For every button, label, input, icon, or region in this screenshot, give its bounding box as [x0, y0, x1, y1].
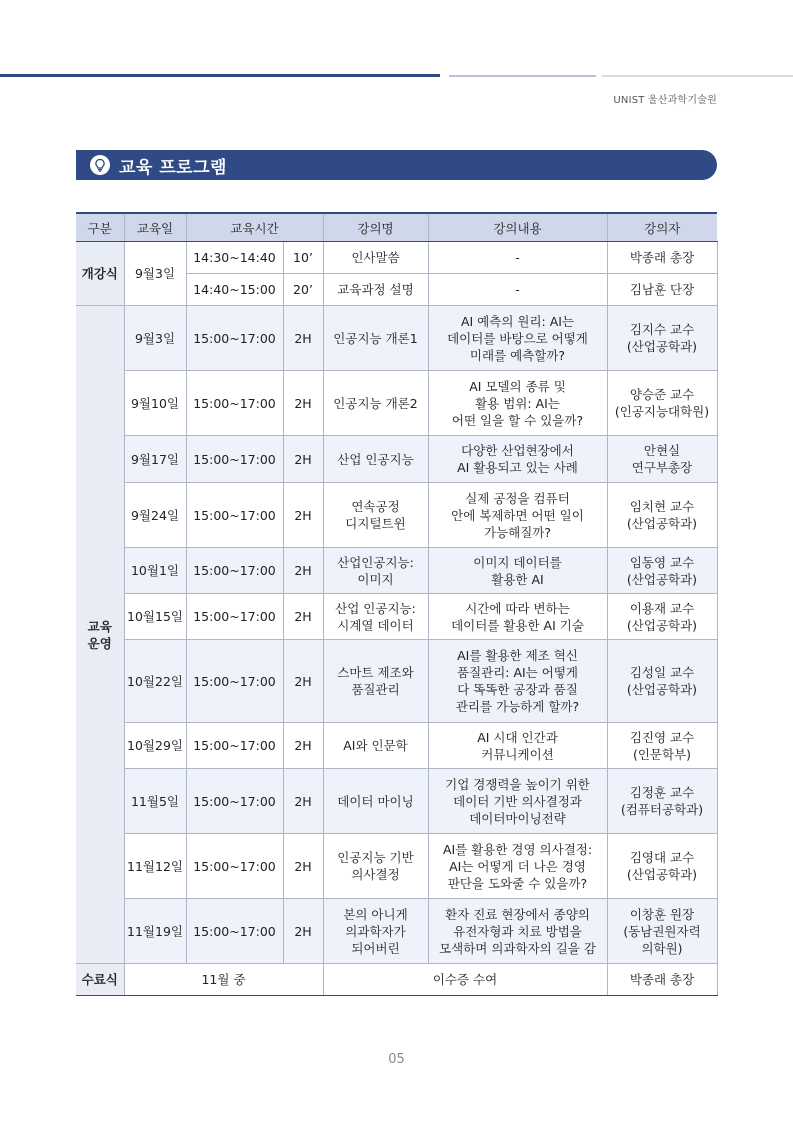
date: 10월1일: [124, 548, 186, 594]
table-row: [76, 371, 717, 436]
lecturer: 안현실 연구부총장: [607, 436, 717, 483]
header-time: 교육시간: [186, 213, 323, 242]
lecture-content: 다양한 산업현장에서 AI 활용되고 있는 사례: [428, 436, 607, 483]
lecture-title: 연속공정 디지털트윈: [323, 483, 428, 548]
table-row: [76, 964, 717, 996]
lecturer: 김정훈 교수 (컴퓨터공학과): [607, 769, 717, 834]
time: 15:00~17:00: [186, 834, 283, 899]
lecture-content: AI를 활용한 경영 의사결정: AI는 어떻게 더 나은 경영 판단을 도와줄 수 있을까?: [428, 834, 607, 899]
lecture-title: AI와 인문학: [323, 723, 428, 769]
date: 10월22일: [124, 640, 186, 723]
lecturer: 이용재 교수 (산업공학과): [607, 594, 717, 640]
time: 15:00~17:00: [186, 594, 283, 640]
table-row: [76, 769, 717, 834]
lecture-content: AI를 활용한 제조 혁신 품질관리: AI는 어떻게 다 똑똑한 공장과 품질 관리를 가능하게 할까?: [428, 640, 607, 723]
opening-date: 9월3일: [124, 242, 186, 306]
time: 15:00~17:00: [186, 436, 283, 483]
time: 15:00~17:00: [186, 483, 283, 548]
time: 15:00~17:00: [186, 306, 283, 371]
lecture-content: -: [428, 274, 607, 306]
lecture-content: 시간에 따라 변하는 데이터를 활용한 AI 기술: [428, 594, 607, 640]
duration: 2H: [283, 834, 323, 899]
table-row: [76, 242, 717, 274]
duration: 2H: [283, 769, 323, 834]
duration: 2H: [283, 594, 323, 640]
header-rule-primary: [0, 74, 440, 77]
time: 15:00~17:00: [186, 371, 283, 436]
duration: 2H: [283, 899, 323, 964]
lecturer: 박종래 총장: [607, 964, 717, 996]
lecturer: 김진영 교수 (인문학부): [607, 723, 717, 769]
lecture-title: 산업 인공지능: 시계열 데이터: [323, 594, 428, 640]
lecturer: 양승준 교수 (인공지능대학원): [607, 371, 717, 436]
duration: 2H: [283, 548, 323, 594]
group-closing: 수료식: [76, 964, 124, 996]
lecture-title: 산업인공지능: 이미지: [323, 548, 428, 594]
lecture-content: AI 예측의 원리: AI는 데이터를 바탕으로 어떻게 미래를 예측할까?: [428, 306, 607, 371]
table-row: [76, 723, 717, 769]
lecturer: 김영대 교수 (산업공학과): [607, 834, 717, 899]
group-operation: [76, 306, 124, 964]
time: 15:00~17:00: [186, 769, 283, 834]
lecture-title: 산업 인공지능: [323, 436, 428, 483]
date: 11월12일: [124, 834, 186, 899]
header-title: 강의명: [323, 213, 428, 242]
section-title: 교육 프로그램: [119, 157, 227, 178]
time: 15:00~17:00: [186, 899, 283, 964]
lecture-title: 스마트 제조와 품질관리: [323, 640, 428, 723]
group-operation-line1: 교육: [87, 618, 112, 634]
date: 11월5일: [124, 769, 186, 834]
date: 9월17일: [124, 436, 186, 483]
time: 14:30~14:40: [186, 242, 283, 274]
lecturer: 김남훈 단장: [607, 274, 717, 306]
date: 10월15일: [124, 594, 186, 640]
lecture-content: 이미지 데이터를 활용한 AI: [428, 548, 607, 594]
duration: 2H: [283, 371, 323, 436]
time: 15:00~17:00: [186, 640, 283, 723]
duration: 2H: [283, 483, 323, 548]
group-opening: 개강식: [76, 242, 124, 306]
duration: 2H: [283, 306, 323, 371]
lecture-content: 기업 경쟁력을 높이기 위한 데이터 기반 의사결정과 데이터마이닝전략: [428, 769, 607, 834]
table-row: [76, 436, 717, 483]
section-header: [76, 150, 717, 180]
lecturer: 김지수 교수 (산업공학과): [607, 306, 717, 371]
closing-date: 11월 중: [124, 964, 323, 996]
duration: 2H: [283, 723, 323, 769]
table-row: [76, 834, 717, 899]
lecture-content: AI 모델의 종류 및 활용 범위: AI는 어떤 일을 할 수 있을까?: [428, 371, 607, 436]
lecture-content: -: [428, 242, 607, 274]
header-rule-secondary: [449, 75, 596, 77]
page-number: 05: [388, 1052, 405, 1067]
table-header-row: [76, 213, 717, 242]
table-row: [76, 548, 717, 594]
organization-name: UNIST 울산과학기술원: [613, 95, 717, 106]
lightbulb-icon: [90, 155, 110, 175]
table-row: [76, 640, 717, 723]
lecturer: 임동영 교수 (산업공학과): [607, 548, 717, 594]
lecture-title: 본의 아니게 의과학자가 되어버린: [323, 899, 428, 964]
table-row: [76, 483, 717, 548]
program-schedule-table: [76, 212, 718, 996]
lecture-content: 환자 진료 현장에서 종양의 유전자형과 치료 방법을 모색하며 의과학자의 길을 감: [428, 899, 607, 964]
table-row: [76, 899, 717, 964]
lecture-title: 교육과정 설명: [323, 274, 428, 306]
closing-content: 이수증 수여: [323, 964, 607, 996]
header-lecturer: 강의자: [607, 213, 717, 242]
date: 10월29일: [124, 723, 186, 769]
duration: 2H: [283, 436, 323, 483]
date: 9월3일: [124, 306, 186, 371]
lecturer: 이창훈 원장 (동남권원자력 의학원): [607, 899, 717, 964]
header-content: 강의내용: [428, 213, 607, 242]
date: 9월10일: [124, 371, 186, 436]
duration: 2H: [283, 640, 323, 723]
date: 9월24일: [124, 483, 186, 548]
lecturer: 박종래 총장: [607, 242, 717, 274]
lecture-title: 인공지능 개론1: [323, 306, 428, 371]
duration: 20’: [283, 274, 323, 306]
lecture-title: 데이터 마이닝: [323, 769, 428, 834]
lecture-content: AI 시대 인간과 커뮤니케이션: [428, 723, 607, 769]
lecturer: 임치현 교수 (산업공학과): [607, 483, 717, 548]
duration: 10’: [283, 242, 323, 274]
lecturer: 김성일 교수 (산업공학과): [607, 640, 717, 723]
lecture-title: 인공지능 기반 의사결정: [323, 834, 428, 899]
date: 11월19일: [124, 899, 186, 964]
time: 15:00~17:00: [186, 548, 283, 594]
time: 14:40~15:00: [186, 274, 283, 306]
time: 15:00~17:00: [186, 723, 283, 769]
table-row: [76, 306, 717, 371]
table-row: [76, 594, 717, 640]
group-operation-line2: 운영: [87, 635, 112, 651]
lecture-title: 인공지능 개론2: [323, 371, 428, 436]
lecture-title: 인사말씀: [323, 242, 428, 274]
lecture-content: 실제 공정을 컴퓨터 안에 복제하면 어떤 일이 가능해질까?: [428, 483, 607, 548]
header-rule-tertiary: [602, 75, 793, 77]
header-category: 구분: [76, 213, 124, 242]
header-date: 교육일: [124, 213, 186, 242]
